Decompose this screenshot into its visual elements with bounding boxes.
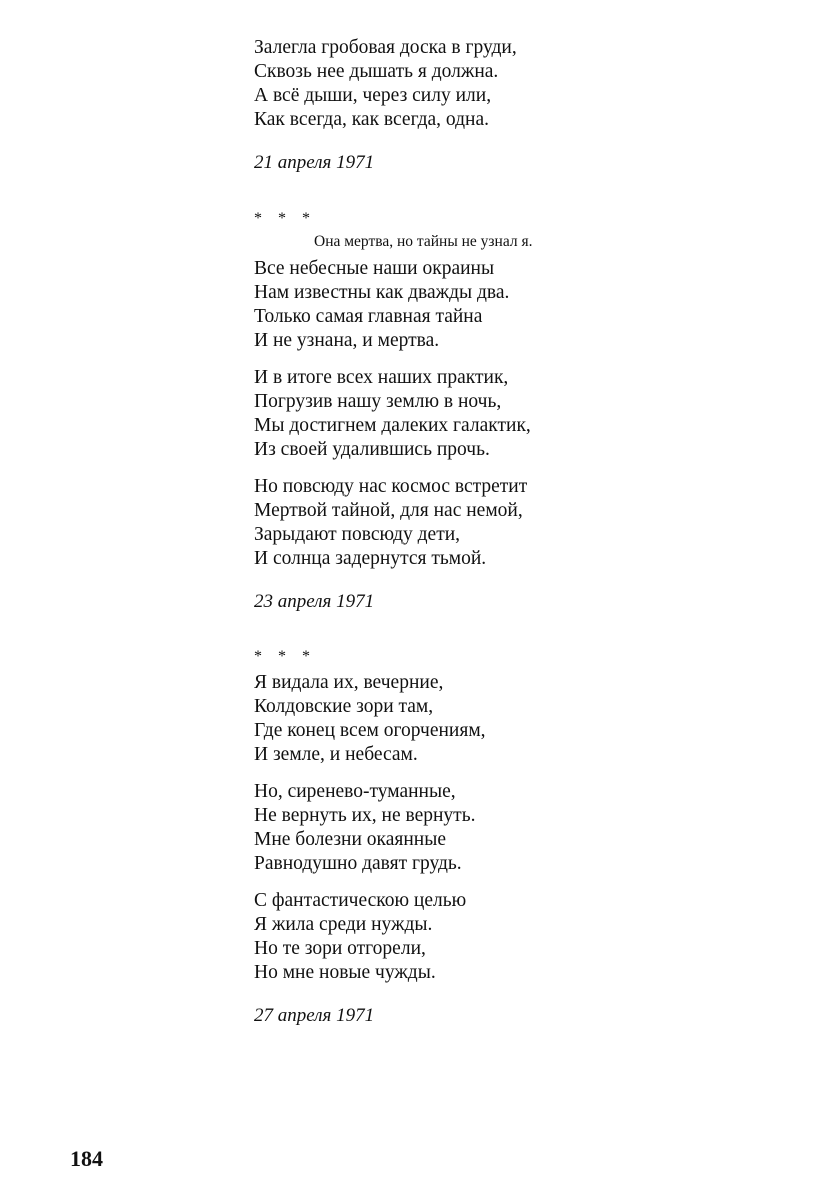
poem-line: Сквозь нее дышать я должна. [254, 61, 499, 82]
poem-line: Но те зори отгорели, [254, 938, 426, 959]
poem2-asterisks: * * * [254, 210, 316, 227]
poem-line: И земле, и небесам. [254, 744, 418, 765]
poem-line: Равнодушно давят грудь. [254, 853, 462, 874]
poem2-date: 23 апреля 1971 [254, 591, 375, 612]
poem-line: Залегла гробовая доска в груди, [254, 37, 517, 58]
poem-line: Из своей удалившись прочь. [254, 439, 490, 460]
poem-line: Зарыдают повсюду дети, [254, 524, 461, 545]
poem1-stanza1 [254, 36, 774, 132]
poem-line: Я видала их, вечерние, [254, 672, 444, 693]
poem-line: Но повсюду нас космос встретит [254, 476, 528, 497]
poem-line: Я жила среди нужды. [254, 914, 433, 935]
poem-line: И в итоге всех наших практик, [254, 367, 509, 388]
poem3-asterisks: * * * [254, 648, 316, 665]
poem-line: Только самая главная тайна [254, 306, 483, 327]
poem1-date: 21 апреля 1971 [254, 152, 375, 173]
poem-line: Мы достигнем далеких галактик, [254, 415, 531, 436]
poem-line: Колдовские зори там, [254, 696, 434, 717]
poem-line: И не узнана, и мертва. [254, 330, 440, 351]
poem-line: Погрузив нашу землю в ночь, [254, 391, 502, 412]
poem-line: Мертвой тайной, для нас немой, [254, 500, 523, 521]
poem-line: А всё дыши, через силу или, [254, 85, 492, 106]
poem-line: С фантастическою целью [254, 890, 467, 911]
poem3-date: 27 апреля 1971 [254, 1005, 375, 1026]
poem-line: И солнца задернутся тьмой. [254, 548, 487, 569]
poem-line: Все небесные наши окраины [254, 258, 495, 279]
poem2-stanza2 [254, 366, 774, 462]
poem3-stanza2 [254, 780, 774, 876]
poems-column [254, 36, 774, 1028]
poem-line: Мне болезни окаянные [254, 829, 446, 850]
poem2-epigraph: Она мертва, но тайны не узнал я. [314, 233, 533, 250]
poem3-stanza3 [254, 889, 774, 985]
poem-line: Как всегда, как всегда, одна. [254, 109, 489, 130]
poem-line: Не вернуть их, не вернуть. [254, 805, 476, 826]
poem2-stanza3 [254, 475, 774, 571]
poem-line: Где конец всем огорчениям, [254, 720, 486, 741]
poem-line: Но мне новые чужды. [254, 962, 436, 983]
poem-line: Но, сиренево-туманные, [254, 781, 456, 802]
poem3-stanza1 [254, 671, 774, 767]
poem-line: Нам известны как дважды два. [254, 282, 510, 303]
page-number: 184 [70, 1146, 103, 1171]
poem2-stanza1 [254, 257, 774, 353]
